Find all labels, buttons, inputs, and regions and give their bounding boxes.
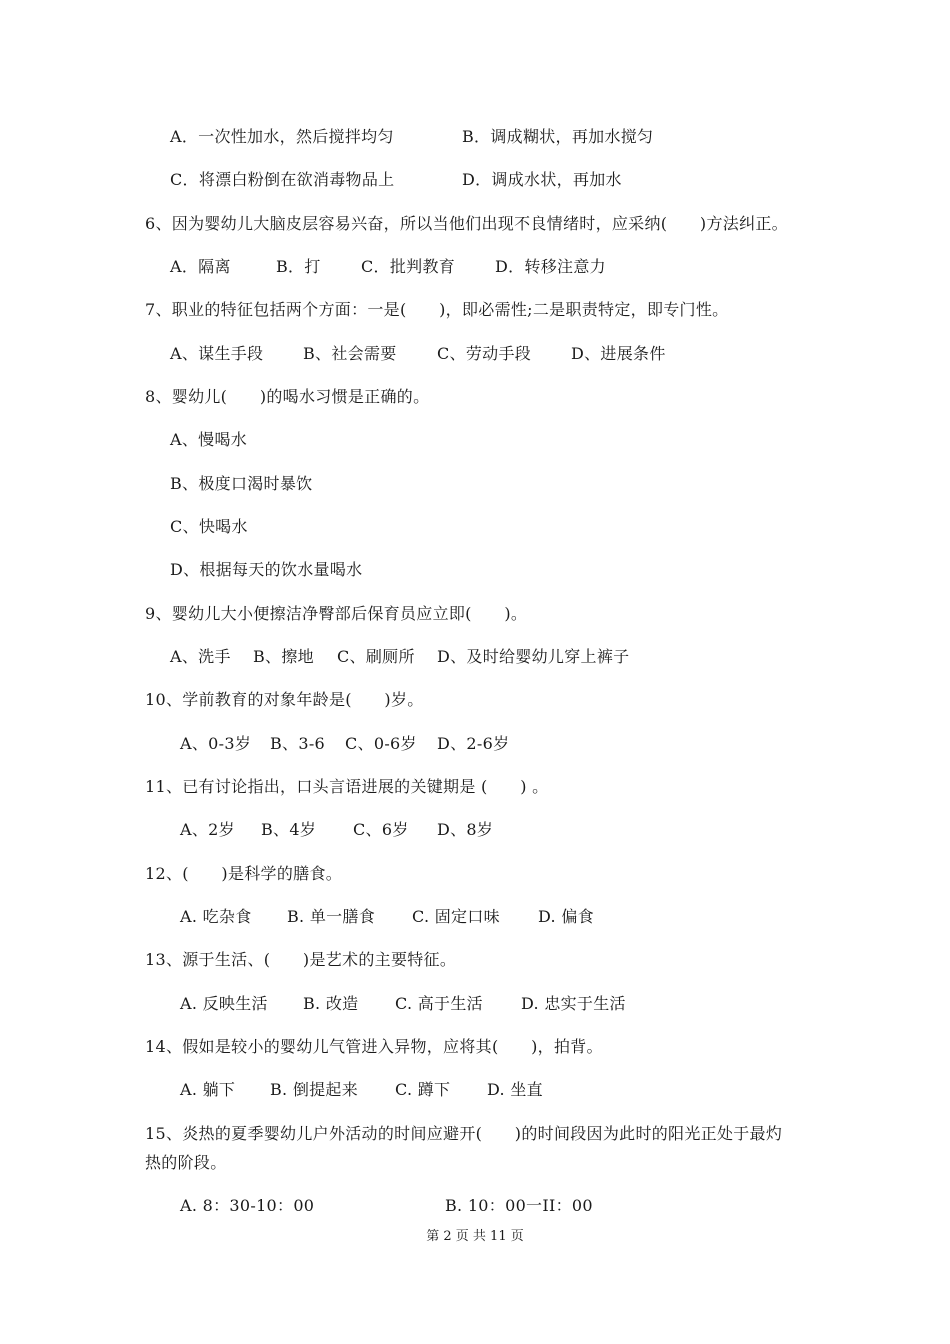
q9-option-d: D、及时给婴幼儿穿上裤子 — [437, 647, 630, 666]
q10-option-b: B、3-6 — [270, 734, 326, 753]
q11-option-a: A、2岁 — [180, 820, 235, 839]
question-7: 7、职业的特征包括两个方面：一是( )，即必需性;二是职责特定，即专门性。 — [145, 300, 729, 319]
question-8: 8、婴幼儿( )的喝水习惯是正确的。 — [145, 387, 430, 406]
q12-option-c: C. 固定口味 — [412, 907, 500, 926]
question-9: 9、婴幼儿大小便擦洁净臀部后保育员应立即( )。 — [145, 604, 528, 623]
q14-option-d: D. 坐直 — [487, 1080, 543, 1099]
q12-option-b: B. 单一膳食 — [287, 907, 376, 926]
q10-option-a: A、0-3岁 — [180, 734, 252, 753]
q12-option-a: A. 吃杂食 — [180, 907, 252, 926]
question-13: 13、源于生活、( )是艺术的主要特征。 — [145, 950, 457, 969]
q12-option-d: D. 偏食 — [538, 907, 594, 926]
q6-option-c: C．批判教育 — [361, 257, 456, 276]
question-6: 6、因为婴幼儿大脑皮层容易兴奋，所以当他们出现不良情绪时，应采纳( )方法纠正。 — [145, 214, 788, 233]
page-number-footer: 第 2 页 共 11 页 — [426, 1229, 524, 1244]
q7-option-b: B、社会需要 — [303, 344, 397, 363]
q8-option-b: B、极度口渴时暴饮 — [170, 474, 313, 493]
question-10: 10、学前教育的对象年龄是( )岁。 — [145, 690, 424, 709]
q5-option-b: B．调成糊状，再加水搅匀 — [462, 127, 654, 146]
q14-option-a: A. 躺下 — [180, 1080, 236, 1099]
q13-option-b: B. 改造 — [303, 994, 359, 1013]
q5-option-c: C．将漂白粉倒在欲消毒物品上 — [170, 170, 395, 189]
q10-option-c: C、0-6岁 — [345, 734, 417, 753]
question-11: 11、已有讨论指出，口头言语进展的关键期是 ( ) 。 — [145, 777, 549, 796]
q11-option-c: C、6岁 — [353, 820, 409, 839]
q10-option-d: D、2-6岁 — [437, 734, 510, 753]
q8-option-c: C、快喝水 — [170, 517, 248, 536]
q9-option-c: C、刷厕所 — [337, 647, 415, 666]
q14-option-b: B. 倒提起来 — [270, 1080, 359, 1099]
q6-option-d: D．转移注意力 — [495, 257, 606, 276]
question-15-line-1: 15、炎热的夏季婴幼儿户外活动的时间应避开( )的时间段因为此时的阳光正处于最灼 — [145, 1124, 783, 1143]
q8-option-a: A、慢喝水 — [170, 430, 248, 449]
question-15-line-2: 热的阶段。 — [145, 1153, 227, 1172]
question-14: 14、假如是较小的婴幼儿气管进入异物，应将其( )，拍背。 — [145, 1037, 603, 1056]
q7-option-d: D、进展条件 — [571, 344, 666, 363]
question-12: 12、( )是科学的膳食。 — [145, 864, 343, 883]
q8-option-d: D、根据每天的饮水量喝水 — [170, 560, 363, 579]
q7-option-a: A、谋生手段 — [170, 344, 264, 363]
q6-option-b: B．打 — [276, 257, 321, 276]
q15-option-a: A. 8：30-10：00 — [180, 1196, 315, 1215]
q13-option-d: D. 忠实于生活 — [521, 994, 626, 1013]
q5-option-a: A．一次性加水，然后搅拌均匀 — [170, 127, 394, 146]
q7-option-c: C、劳动手段 — [437, 344, 532, 363]
q11-option-b: B、4岁 — [261, 820, 317, 839]
q14-option-c: C. 蹲下 — [395, 1080, 451, 1099]
q11-option-d: D、8岁 — [437, 820, 494, 839]
q6-option-a: A．隔离 — [170, 257, 231, 276]
q9-option-a: A、洗手 — [170, 647, 231, 666]
q9-option-b: B、擦地 — [253, 647, 314, 666]
q13-option-a: A. 反映生活 — [180, 994, 268, 1013]
q15-option-b: B. 10：00一II：00 — [445, 1196, 593, 1215]
q5-option-d: D．调成水状，再加水 — [462, 170, 622, 189]
q13-option-c: C. 高于生活 — [395, 994, 483, 1013]
